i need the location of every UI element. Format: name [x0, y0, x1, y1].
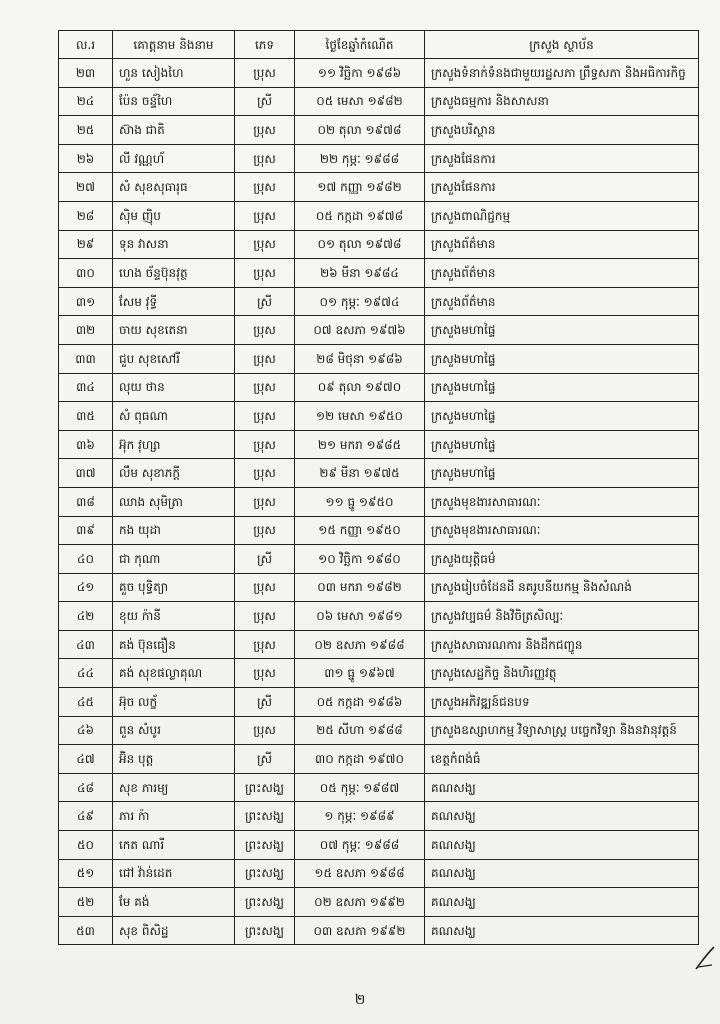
- row-date-of-birth: ០២ តុលា ១៩៧៨: [295, 116, 425, 145]
- row-ministry: ក្រសួងពាណិជ្ជកម្ម: [425, 201, 699, 230]
- table-row: [59, 459, 699, 488]
- row-sex: ប្រុស: [235, 716, 295, 745]
- row-number: ២៦: [59, 144, 113, 173]
- row-sex: ប្រុស: [235, 487, 295, 516]
- row-sex: ប្រុស: [235, 373, 295, 402]
- row-name: មែ គង់: [113, 888, 235, 917]
- table-row: [59, 287, 699, 316]
- row-sex: ប្រុស: [235, 173, 295, 202]
- row-name: ស៊ិម ញ៉ិប: [113, 201, 235, 230]
- row-name: កេត ណារី: [113, 831, 235, 860]
- row-date-of-birth: ១៧ កញ្ញា ១៩៨២: [295, 173, 425, 202]
- header-number: ល.រ: [59, 31, 113, 59]
- row-number: ៥០: [59, 831, 113, 860]
- row-date-of-birth: ១ កុម្ភៈ ១៩៨៩: [295, 802, 425, 831]
- row-date-of-birth: ០៣ ឧសភា ១៩៩២: [295, 916, 425, 945]
- table-row: [59, 773, 699, 802]
- row-sex: ប្រុស: [235, 630, 295, 659]
- table-row: [59, 402, 699, 431]
- table-row: [59, 116, 699, 145]
- row-date-of-birth: ២៥ សីហា ១៩៨៨: [295, 716, 425, 745]
- row-name: ចាយ សុខតេនា: [113, 316, 235, 345]
- row-name: គួច បុទ្ធិត្យា: [113, 573, 235, 602]
- table-row: [59, 173, 699, 202]
- table-row: [59, 602, 699, 631]
- table-body: [59, 59, 699, 945]
- table-header-row: [59, 31, 699, 59]
- table-row: [59, 259, 699, 288]
- row-number: ៥២: [59, 888, 113, 917]
- row-ministry: ក្រសួងមហាផ្ទៃ: [425, 402, 699, 431]
- row-date-of-birth: ១០ វិច្ឆិកា ១៩៨០: [295, 545, 425, 574]
- row-number: ២៨: [59, 201, 113, 230]
- row-name: អ៊ុក វុហ្សា: [113, 430, 235, 459]
- row-date-of-birth: ០២ ឧសភា ១៩៩២: [295, 888, 425, 917]
- row-sex: ប្រុស: [235, 59, 295, 88]
- row-date-of-birth: ០៦ មេសា ១៩៨១: [295, 602, 425, 631]
- table-row: [59, 516, 699, 545]
- row-sex: ស្រី: [235, 87, 295, 116]
- row-date-of-birth: ៣០ កក្កដា ១៩៧០: [295, 745, 425, 774]
- row-name: សំ សុខសុធារុធ: [113, 173, 235, 202]
- row-date-of-birth: ៣១ ធ្នូ ១៩៦៧: [295, 659, 425, 688]
- row-ministry: ក្រសួងផែនការ: [425, 173, 699, 202]
- row-ministry: ខេត្តកំពង់ធំ: [425, 745, 699, 774]
- row-ministry: ក្រសួងបរិស្ថាន: [425, 116, 699, 145]
- table-row: [59, 802, 699, 831]
- row-number: ២៩: [59, 230, 113, 259]
- row-number: ២៥: [59, 116, 113, 145]
- row-sex: ប្រុស: [235, 659, 295, 688]
- row-name: ខុយ ក៉ានី: [113, 602, 235, 631]
- table-row: [59, 573, 699, 602]
- row-number: ៣៣: [59, 344, 113, 373]
- row-ministry: ក្រសួងព័ត៌មាន: [425, 259, 699, 288]
- row-sex: ព្រះសង្ឃ: [235, 859, 295, 888]
- table-row: [59, 344, 699, 373]
- row-ministry: ក្រសួងមហាផ្ទៃ: [425, 430, 699, 459]
- row-number: ៥១: [59, 859, 113, 888]
- row-ministry: ក្រសួងរៀបចំដែនដី នគរូបនីយកម្ម និងសំណង់: [425, 573, 699, 602]
- row-number: ៣៦: [59, 430, 113, 459]
- row-date-of-birth: ១១ ធ្នូ ១៩៥០: [295, 487, 425, 516]
- row-number: ៣៧: [59, 459, 113, 488]
- row-ministry: ក្រសួងសេដ្ឋកិច្ច និងហិរញ្ញវត្ថុ: [425, 659, 699, 688]
- row-ministry: គណសង្ឃ: [425, 859, 699, 888]
- row-number: ៤៧: [59, 745, 113, 774]
- row-number: ៣៤: [59, 373, 113, 402]
- row-ministry: ក្រសួងទំនាក់ទំនងជាមួយរដ្ឋសភា ព្រឹទ្ធសភា និងអធិការកិច្ច: [425, 59, 699, 88]
- row-date-of-birth: ២៩ មីនា ១៩៧៥: [295, 459, 425, 488]
- row-ministry: ក្រសួងអភិវឌ្ឍន៍ជនបទ: [425, 688, 699, 717]
- row-number: ៣២: [59, 316, 113, 345]
- table-row: [59, 87, 699, 116]
- row-sex: ប្រុស: [235, 259, 295, 288]
- row-name: គង់ សុខផល្លាគុណ: [113, 659, 235, 688]
- row-number: ៤២: [59, 602, 113, 631]
- row-date-of-birth: ១៥ ឧសភា ១៩៨៨: [295, 859, 425, 888]
- row-sex: ប្រុស: [235, 402, 295, 431]
- row-number: ៣៨: [59, 487, 113, 516]
- table-row: [59, 859, 699, 888]
- row-sex: ប្រុស: [235, 230, 295, 259]
- row-ministry: ក្រសួងផែនការ: [425, 144, 699, 173]
- row-name: ឈាង សុមិត្រា: [113, 487, 235, 516]
- table-row: [59, 630, 699, 659]
- row-number: ៤៦: [59, 716, 113, 745]
- row-number: ៣៥: [59, 402, 113, 431]
- row-ministry: ក្រសួងសាធារណការ និងដឹកជញ្ជូន: [425, 630, 699, 659]
- row-number: ២៤: [59, 87, 113, 116]
- row-sex: ប្រុស: [235, 516, 295, 545]
- row-sex: ប្រុស: [235, 430, 295, 459]
- row-number: ៤៣: [59, 630, 113, 659]
- row-sex: ព្រះសង្ឃ: [235, 773, 295, 802]
- row-date-of-birth: ០១ កុម្ភៈ ១៩៧៤: [295, 287, 425, 316]
- row-sex: ព្រះសង្ឃ: [235, 831, 295, 860]
- pen-stroke-mark: [694, 945, 716, 971]
- row-number: ៤០: [59, 545, 113, 574]
- row-name: ពួន សំបូរ: [113, 716, 235, 745]
- row-number: ៤១: [59, 573, 113, 602]
- row-name: ជា កុណា: [113, 545, 235, 574]
- row-ministry: ក្រសួងមុខងារសាធារណៈ: [425, 516, 699, 545]
- row-name: ហេង ច័ន្ទប៊ុនវុត្ថ: [113, 259, 235, 288]
- row-number: ៣០: [59, 259, 113, 288]
- row-ministry: គណសង្ឃ: [425, 831, 699, 860]
- row-number: ៤៩: [59, 802, 113, 831]
- row-ministry: ក្រសួងធម្មការ និងសាសនា: [425, 87, 699, 116]
- row-date-of-birth: ២៦ មីនា ១៩៨៤: [295, 259, 425, 288]
- row-sex: ស្រី: [235, 545, 295, 574]
- row-sex: ព្រះសង្ឃ: [235, 802, 295, 831]
- row-ministry: ក្រសួងឧស្សាហកម្ម វិទ្យាសាស្ត្រ បច្ចេកវិទ្យា និងនវានុវត្តន៍: [425, 716, 699, 745]
- row-number: ២៣: [59, 59, 113, 88]
- row-name: គង់ ប៊ុនធឿន: [113, 630, 235, 659]
- row-date-of-birth: ២៨ មិថុនា ១៩៨៦: [295, 344, 425, 373]
- row-number: ៤៨: [59, 773, 113, 802]
- row-number: ៤៤: [59, 659, 113, 688]
- row-number: ៥៣: [59, 916, 113, 945]
- row-name: ជួប សុខសៅរី: [113, 344, 235, 373]
- row-date-of-birth: ១២ មេសា ១៩៥០: [295, 402, 425, 431]
- row-name: ស៊ាង ជាតិ: [113, 116, 235, 145]
- row-ministry: ក្រសួងមុខងារសាធារណៈ: [425, 487, 699, 516]
- header-name: គោត្តនាម និងនាម: [113, 31, 235, 59]
- row-date-of-birth: ០៥ កុម្ភៈ ១៩៨៧: [295, 773, 425, 802]
- row-number: ៣៩: [59, 516, 113, 545]
- row-sex: ប្រុស: [235, 201, 295, 230]
- table-row: [59, 230, 699, 259]
- table-row: [59, 487, 699, 516]
- table-row: [59, 659, 699, 688]
- table-row: [59, 201, 699, 230]
- row-sex: ប្រុស: [235, 459, 295, 488]
- row-sex: ប្រុស: [235, 316, 295, 345]
- row-sex: ប្រុស: [235, 116, 295, 145]
- row-name: ទុន វាសនា: [113, 230, 235, 259]
- row-date-of-birth: ២១ មករា ១៩៨៥: [295, 430, 425, 459]
- row-sex: ប្រុស: [235, 573, 295, 602]
- table-row: [59, 888, 699, 917]
- row-date-of-birth: ០៩ តុលា ១៩៧០: [295, 373, 425, 402]
- table-row: [59, 916, 699, 945]
- roster-table: [58, 30, 699, 945]
- row-ministry: ក្រសួងមហាផ្ទៃ: [425, 373, 699, 402]
- row-ministry: គណសង្ឃ: [425, 888, 699, 917]
- row-ministry: ក្រសួងព័ត៌មាន: [425, 230, 699, 259]
- row-number: ៣១: [59, 287, 113, 316]
- row-ministry: ក្រសួងយុត្តិធម៌: [425, 545, 699, 574]
- row-name: លឹម សុខាភក្តី: [113, 459, 235, 488]
- row-name: ភារ ក៉ា: [113, 802, 235, 831]
- row-sex: ប្រុស: [235, 144, 295, 173]
- row-sex: ព្រះសង្ឃ: [235, 916, 295, 945]
- table-row: [59, 688, 699, 717]
- row-sex: ស្រី: [235, 688, 295, 717]
- row-ministry: គណសង្ឃ: [425, 802, 699, 831]
- header-date-of-birth: ថ្ងៃខែឆ្នាំកំណើត: [295, 31, 425, 59]
- row-date-of-birth: ០៧ ឧសភា ១៩៧៦: [295, 316, 425, 345]
- row-name: សុខ ពិសិដ្ឋ: [113, 916, 235, 945]
- row-name: លុយ ថាន: [113, 373, 235, 402]
- row-date-of-birth: ០២ ឧសភា ១៩៨៨: [295, 630, 425, 659]
- row-date-of-birth: ១១ វិច្ឆិកា ១៩៨៦: [295, 59, 425, 88]
- row-date-of-birth: ១៥ កញ្ញា ១៩៥០: [295, 516, 425, 545]
- row-ministry: គណសង្ឃ: [425, 773, 699, 802]
- row-ministry: ក្រសួងមហាផ្ទៃ: [425, 344, 699, 373]
- row-date-of-birth: ០៣ មករា ១៩៨២: [295, 573, 425, 602]
- row-date-of-birth: ០៥ កក្កដា ១៩៨៦: [295, 688, 425, 717]
- table-row: [59, 745, 699, 774]
- table-row: [59, 59, 699, 88]
- table-row: [59, 831, 699, 860]
- table-row: [59, 144, 699, 173]
- row-name: ជៅ វ៉ាន់ដេត: [113, 859, 235, 888]
- row-ministry: ក្រសួងព័ត៌មាន: [425, 287, 699, 316]
- table-row: [59, 316, 699, 345]
- row-name: អ៊ុច លក្ខ័: [113, 688, 235, 717]
- row-ministry: ក្រសួងវប្បធម៌ និងវិចិត្រសិល្បៈ: [425, 602, 699, 631]
- header-ministry: ក្រសួង ស្ថាប័ន: [425, 31, 699, 59]
- row-date-of-birth: ០៥ មេសា ១៩៨២: [295, 87, 425, 116]
- row-name: ប៉ែន ចន្ទ័ហៃ: [113, 87, 235, 116]
- row-name: លី វណ្ណហ័: [113, 144, 235, 173]
- row-date-of-birth: ០១ តុលា ១៩៧៨: [295, 230, 425, 259]
- row-name: អ៊ិន បុត្ត: [113, 745, 235, 774]
- row-name: ហួន សៀងហៃ: [113, 59, 235, 88]
- header-sex: ភេទ: [235, 31, 295, 59]
- row-date-of-birth: ០៧ កុម្ភៈ ១៩៨៨: [295, 831, 425, 860]
- row-name: សំ ពុធណា: [113, 402, 235, 431]
- row-sex: ស្រី: [235, 745, 295, 774]
- row-date-of-birth: ០៥ កក្កដា ១៩៧៨: [295, 201, 425, 230]
- row-number: ៤៥: [59, 688, 113, 717]
- table-row: [59, 373, 699, 402]
- row-sex: ព្រះសង្ឃ: [235, 888, 295, 917]
- row-sex: ប្រុស: [235, 344, 295, 373]
- table-row: [59, 716, 699, 745]
- row-name: សុខ ភារម្យ: [113, 773, 235, 802]
- row-number: ២៧: [59, 173, 113, 202]
- row-name: កង យុដា: [113, 516, 235, 545]
- row-sex: ស្រី: [235, 287, 295, 316]
- row-ministry: ក្រសួងមហាផ្ទៃ: [425, 316, 699, 345]
- row-date-of-birth: ២២ កុម្ភៈ ១៩៨៨: [295, 144, 425, 173]
- page-number: ២: [354, 992, 366, 1008]
- table-row: [59, 430, 699, 459]
- table-row: [59, 545, 699, 574]
- row-sex: ប្រុស: [235, 602, 295, 631]
- row-name: សែម វុទ្ធី: [113, 287, 235, 316]
- row-ministry: គណសង្ឃ: [425, 916, 699, 945]
- row-ministry: ក្រសួងមហាផ្ទៃ: [425, 459, 699, 488]
